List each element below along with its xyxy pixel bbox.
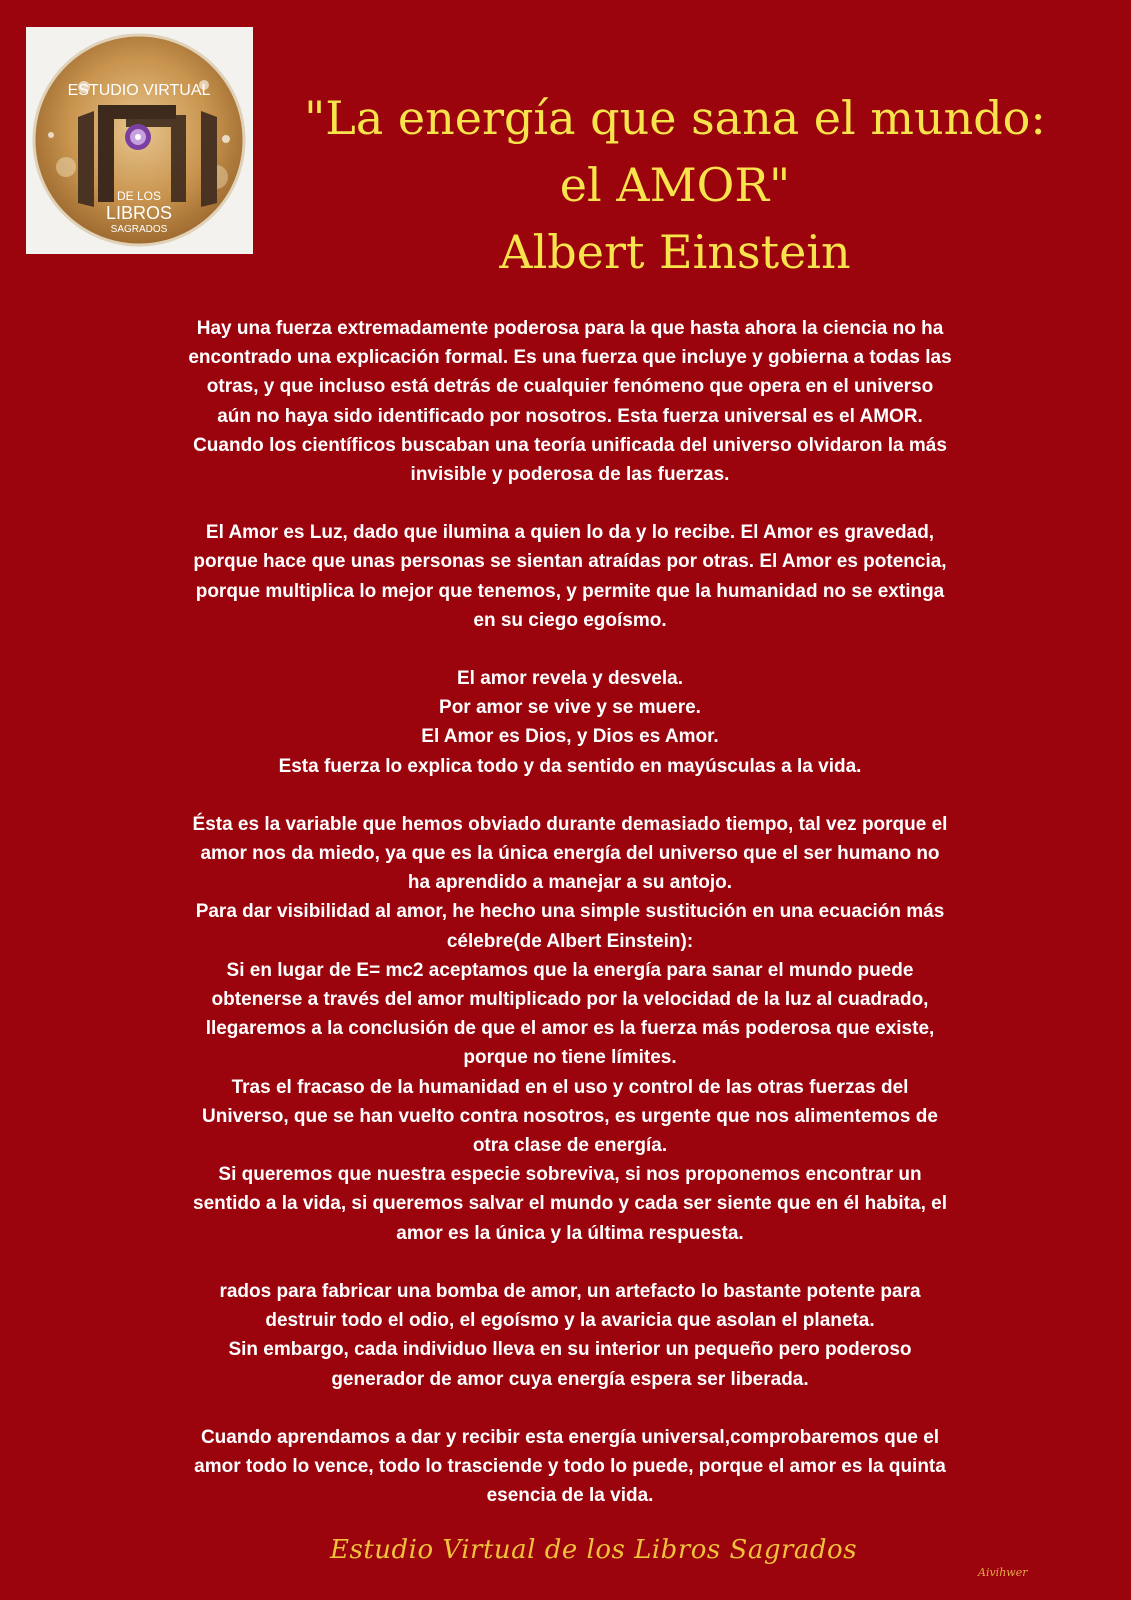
- text-line: Para dar visibilidad al amor, he hecho una simple sustitución en una ecuación más: [195, 901, 945, 923]
- text-line: obtenerse a través del amor multiplicado por la velocidad de la luz al cuadrado,: [211, 989, 929, 1011]
- body-text: [130, 314, 1010, 1510]
- text-line: encontrado una explicación formal. Es una fuerza que incluye y gobierna a todas las: [188, 347, 952, 369]
- logo-bottom-line2: LIBROS: [105, 203, 173, 223]
- paragraph: [130, 664, 1010, 781]
- paragraph: [130, 810, 1010, 1248]
- text-line: porque no tiene límites.: [463, 1047, 677, 1069]
- text-line: Ésta es la variable que hemos obviado durante demasiado tiempo, tal vez porque el: [192, 813, 948, 835]
- text-line: Si en lugar de E= mc2 aceptamos que la energía para sanar el mundo puede: [226, 959, 914, 981]
- paragraph: [130, 314, 1010, 489]
- logo-bottom-line1: DE LOS: [116, 189, 162, 203]
- text-line: otras, y que incluso está detrás de cualquier fenómeno que opera en el universo: [206, 376, 934, 398]
- paragraph: [130, 1277, 1010, 1394]
- text-line: Cuando aprendamos a dar y recibir esta energía universal,comprobaremos que el: [200, 1426, 940, 1448]
- text-line: Cuando los científicos buscaban una teoría unificada del universo olvidaron la más: [193, 434, 947, 456]
- text-line: Por amor se vive y se muere.: [439, 697, 701, 719]
- footer-signature: Estudio Virtual de los Libros Sagrados: [330, 1535, 858, 1565]
- logo-bottom-line3: SAGRADOS: [110, 224, 168, 235]
- text-line: El Amor es Dios, y Dios es Amor.: [421, 726, 719, 748]
- logo: [26, 27, 253, 254]
- title-line: "La energía que sana el mundo:: [304, 91, 1046, 145]
- text-line: Esta fuerza lo explica todo y da sentido en mayúsculas a la vida.: [278, 755, 862, 777]
- text-line: rados para fabricar una bomba de amor, un artefacto lo bastante potente para: [219, 1280, 921, 1302]
- text-line: célebre(de Albert Einstein):: [446, 930, 694, 952]
- title-author: Albert Einstein: [499, 225, 851, 279]
- page-title: [260, 85, 1090, 286]
- text-line: destruir todo el odio, el egoísmo y la avaricia que asolan el planeta.: [265, 1310, 875, 1332]
- text-line: ha aprendido a manejar a su antojo.: [407, 872, 733, 894]
- text-line: llegaremos a la conclusión de que el amor es la fuerza más poderosa que existe,: [205, 1018, 935, 1040]
- text-line: El amor revela y desvela.: [456, 668, 684, 690]
- text-line: en su ciego egoísmo.: [473, 609, 667, 631]
- text-line: amor es la única y la última respuesta.: [396, 1222, 744, 1244]
- text-line: sentido a la vida, si queremos salvar el mundo y cada ser siente que en él habita, el: [193, 1193, 947, 1215]
- text-line: Sin embargo, cada individuo lleva en su interior un pequeño pero poderoso: [228, 1339, 912, 1361]
- text-line: generador de amor cuya energía espera ser liberada.: [331, 1368, 809, 1390]
- text-line: esencia de la vida.: [486, 1485, 654, 1507]
- text-line: Tras el fracaso de la humanidad en el uso y control de las otras fuerzas del: [231, 1076, 909, 1098]
- text-line: Universo, que se han vuelto contra nosotros, es urgente que nos alimentemos de: [202, 1105, 938, 1127]
- text-line: otra clase de energía.: [472, 1135, 668, 1157]
- text-line: porque hace que unas personas se sientan atraídas por otras. El Amor es potencia,: [193, 551, 947, 573]
- text-line: porque multiplica lo mejor que tenemos, y permite que la humanidad no se extinga: [195, 580, 945, 602]
- text-line: Hay una fuerza extremadamente poderosa para la que hasta ahora la ciencia no ha: [196, 318, 944, 339]
- paragraph: [130, 518, 1010, 635]
- paragraph: [130, 1423, 1010, 1511]
- text-line: amor nos da miedo, ya que es la única energía del universo que el ser humano no: [200, 843, 940, 865]
- title-line: el AMOR": [559, 158, 791, 212]
- artist-signature: Aivihwer: [978, 1566, 1028, 1579]
- text-line: amor todo lo vence, todo lo trasciende y todo lo puede, porque el amor es la quinta: [194, 1455, 946, 1477]
- logo-top-text: ESTUDIO VIRTUAL: [67, 82, 211, 99]
- text-line: Si queremos que nuestra especie sobreviva, si nos proponemos encontrar un: [218, 1164, 922, 1186]
- text-line: El Amor es Luz, dado que ilumina a quien lo da y lo recibe. El Amor es gravedad,: [205, 522, 935, 544]
- text-line: invisible y poderosa de las fuerzas.: [410, 464, 730, 486]
- text-line: aún no haya sido identificado por nosotros. Esta fuerza universal es el AMOR.: [217, 405, 923, 427]
